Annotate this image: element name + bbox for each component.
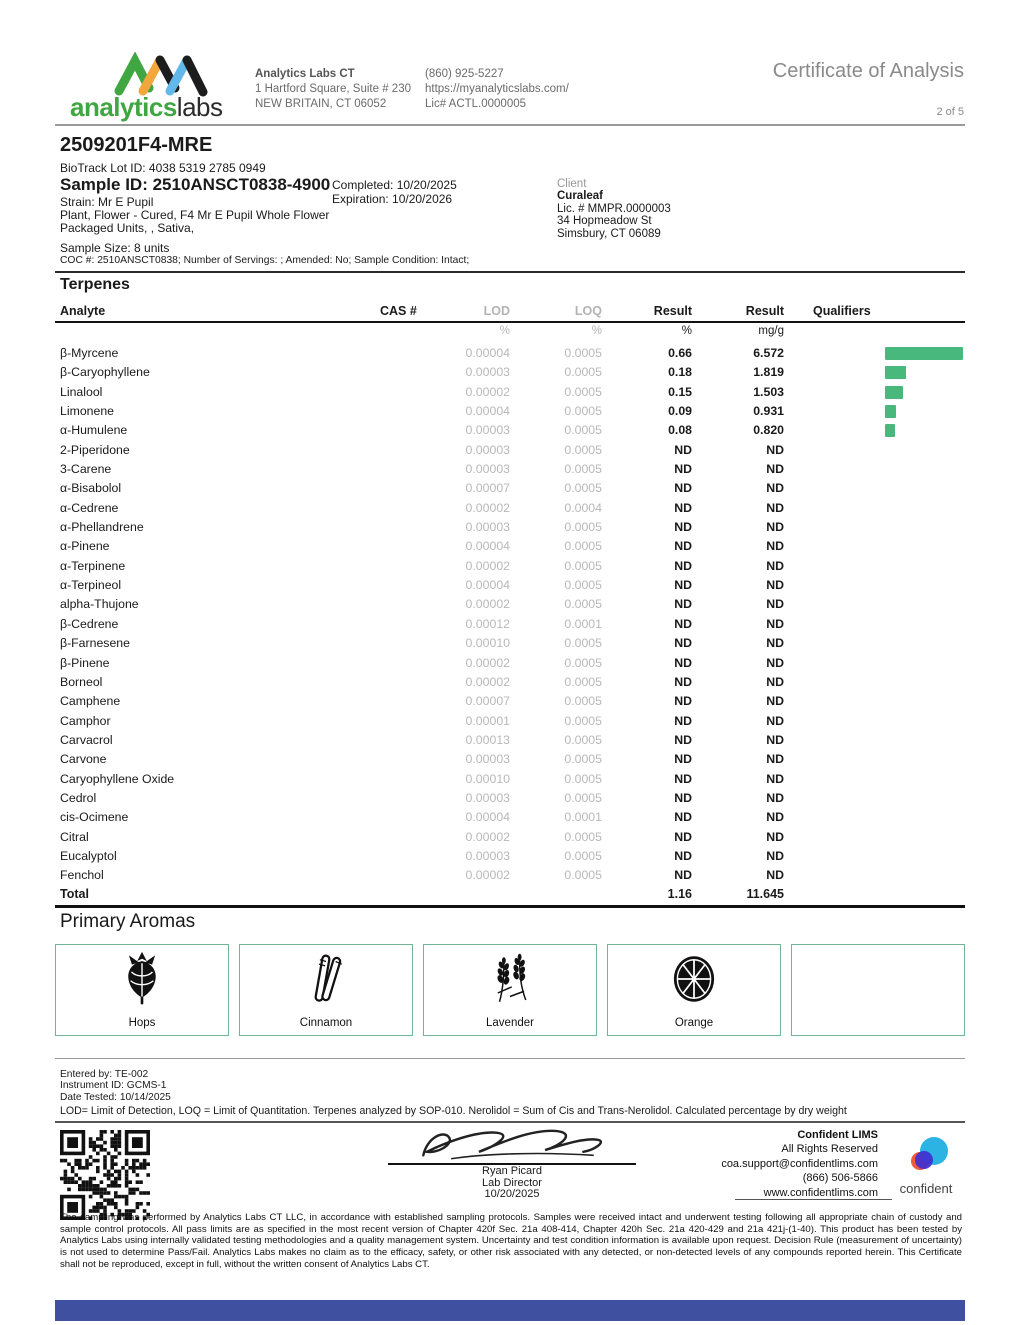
signer-title: Lab Director (482, 1176, 542, 1189)
client-label: Client (557, 178, 587, 190)
table-row: Linalool 0.00002 0.0005 0.15 1.503 (60, 384, 784, 399)
aroma-box (423, 944, 597, 1036)
header-divider (55, 124, 965, 126)
strain: Strain: Mr E Pupil (60, 195, 154, 209)
col-result-mgg: Result (745, 304, 784, 318)
result-bar (885, 424, 895, 437)
lims-phone: (866) 506-5866 (802, 1172, 878, 1185)
logo-analytics: analytics (70, 92, 177, 122)
instrument-id: Instrument ID: GCMS-1 (60, 1080, 167, 1092)
aromas-section-title: Primary Aromas (60, 911, 196, 932)
table-row: Carvone 0.00003 0.0005 ND ND (60, 752, 784, 767)
footer-notes (60, 1069, 962, 1118)
table-row: Citral 0.00002 0.0005 ND ND (60, 829, 784, 844)
aroma-label: Orange (674, 1017, 714, 1029)
table-row: β-Cedrene 0.00012 0.0001 ND ND (60, 616, 784, 631)
table-row: Caryophyllene Oxide 0.00010 0.0005 ND ND (60, 771, 784, 786)
aroma-boxes (55, 944, 965, 1036)
lab-address-block (255, 67, 425, 112)
aroma-label: Lavender (486, 1017, 534, 1029)
expiration-date: Expiration: 10/20/2026 (332, 192, 453, 206)
sample-packaging: Packaged Units, , Sativa, (60, 221, 195, 235)
aroma-label: Hops (128, 1017, 156, 1029)
sample-description: Plant, Flower - Cured, F4 Mr E Pupil Whole Flower (60, 208, 330, 222)
client-block (557, 178, 671, 240)
table-row: 3-Carene 0.00003 0.0005 ND ND (60, 462, 784, 477)
lod-note: LOD= Limit of Detection, LOQ = Limit of Quantitation. Terpenes analyzed by SOP-010. Nerolidol = Sum of Cis and Trans-Nerolidol. Calculated percentage by dry weight (60, 1105, 847, 1118)
table-row: β-Caryophyllene 0.00003 0.0005 0.18 1.819 (60, 365, 784, 380)
total-pct: 1.16 (667, 887, 692, 901)
aroma-box (791, 944, 965, 1036)
table-row: Camphene 0.00007 0.0005 ND ND (60, 694, 784, 709)
entered-by: Entered by: TE-002 (60, 1069, 149, 1080)
signature-divider (55, 1121, 965, 1123)
lab-website: https://myanalyticslabs.com/ (425, 83, 569, 95)
qr-code-icon (60, 1130, 150, 1220)
terpenes-section-title: Terpenes (60, 276, 130, 293)
table-row: α-Cedrene 0.00002 0.0004 ND ND (60, 500, 784, 515)
aroma-box (55, 944, 229, 1036)
table-row: β-Farnesene 0.00010 0.0005 ND ND (60, 636, 784, 651)
signer-block (388, 1166, 636, 1201)
signature-icon (398, 1124, 626, 1164)
completed-date: Completed: 10/20/2025 (332, 178, 457, 192)
sign-date: 10/20/2025 (484, 1188, 540, 1200)
lab-address2: NEW BRITAIN, CT 06052 (255, 98, 387, 110)
total-mgg: 11.645 (746, 887, 784, 901)
col-lod: LOD (483, 304, 510, 318)
result-bar (885, 347, 963, 360)
table-row: 2-Piperidone 0.00003 0.0005 ND ND (60, 442, 784, 457)
terpenes-top-rule (55, 271, 965, 273)
col-cas: CAS # (380, 304, 417, 318)
terpenes-units-row (60, 325, 965, 337)
lab-license: Lic# ACTL.0000005 (425, 98, 527, 110)
notes-divider (55, 1058, 965, 1059)
lims-name: Confident LIMS (797, 1129, 878, 1141)
confident-logo-icon (898, 1136, 954, 1176)
table-row: α-Humulene 0.00003 0.0005 0.08 0.820 (60, 423, 784, 438)
page-number: 2 of 5 (936, 106, 964, 118)
sample-size: Sample Size: 8 units (60, 241, 170, 255)
biotrack-lot-id: BioTrack Lot ID: 4038 5319 2785 0949 (60, 161, 266, 175)
footer-color-bar (55, 1300, 965, 1321)
table-row: β-Pinene 0.00002 0.0005 ND ND (60, 655, 784, 670)
total-label: Total (60, 887, 89, 901)
col-analyte: Analyte (60, 304, 106, 318)
terpene-bar-chart (885, 347, 965, 444)
terpene-rows (60, 344, 965, 886)
disclaimer-text: The sampling was performed by Analytics Labs CT LLC, in accordance with established sampling protocols. Samples were received intact and underwent testing following all appropriate chain of custody and sample control protocols. All pass limits are as specified in the most recent version of Chapter 420f Sec. 21a 408-414, Chapter 420h Sec. 21a 420-429 and 21a 421j-(1-40). This product has been tested by Analytics Labs using internally validated testing methodologies and a quality management system. Uncertainty and test condition information is available upon request. Decision Rule (measurement of uncertainty) is not used to determine Pass/Fail. Analytics Labs makes no claim as to the efficacy, safety, or other risk associated with any detected, or non-detected levels of any compounds reported herein. This Certificate shall not be reproduced, except in full, without the written consent of Analytics Labs CT. (60, 1212, 962, 1270)
aroma-label: Cinnamon (299, 1017, 353, 1029)
table-row: α-Terpineol 0.00004 0.0005 ND ND (60, 578, 784, 593)
table-row: Fenchol 0.00002 0.0005 ND ND (60, 868, 784, 883)
client-address2: Simsbury, CT 06089 (557, 227, 661, 240)
table-row: Limonene 0.00004 0.0005 0.09 0.931 (60, 404, 784, 419)
table-header-rule (55, 321, 965, 323)
lab-contact-block (425, 67, 605, 112)
signer-name: Ryan Picard (482, 1165, 542, 1177)
table-row: Carvacrol 0.00013 0.0005 ND ND (60, 732, 784, 747)
lims-website: www.confidentlims.com (763, 1186, 878, 1199)
result-bar (885, 386, 903, 399)
table-row: α-Pinene 0.00004 0.0005 ND ND (60, 539, 784, 554)
lims-email: coa.support@confidentlims.com (721, 1157, 878, 1170)
table-bottom-rule (55, 905, 965, 908)
table-row: β-Myrcene 0.00004 0.0005 0.66 6.572 (60, 346, 784, 360)
table-row: Cedrol 0.00003 0.0005 ND ND (60, 790, 784, 805)
terpenes-table-header (60, 304, 965, 318)
document-title: Certificate of Analysis (772, 60, 964, 82)
confident-brand: confident (899, 1181, 953, 1196)
col-loq: LOQ (574, 304, 602, 318)
result-bar (885, 366, 906, 379)
lab-address1: 1 Hartford Square, Suite # 230 (255, 83, 411, 95)
table-row: alpha-Thujone 0.00002 0.0005 ND ND (60, 597, 784, 612)
date-tested: Date Tested: 10/14/2025 (60, 1091, 171, 1103)
col-qualifiers: Qualifiers (813, 304, 871, 318)
unit-result-pct: % (681, 325, 692, 337)
client-address1: 34 Hopmeadow St (557, 215, 652, 227)
logo-labs: labs (176, 92, 223, 122)
unit-result-mgg: mg/g (758, 325, 784, 337)
client-name: Curaleaf (557, 190, 604, 202)
unit-loq: % (591, 325, 602, 337)
confident-logo (893, 1136, 959, 1198)
lims-block (638, 1128, 878, 1200)
lims-rights: All Rights Reserved (781, 1143, 878, 1156)
table-row: cis-Ocimene 0.00004 0.0001 ND ND (60, 810, 784, 825)
result-bar (885, 405, 896, 418)
unit-lod: % (499, 325, 510, 337)
table-row: α-Bisabolol 0.00007 0.0005 ND ND (60, 481, 784, 496)
lab-phone: (860) 925-5227 (425, 68, 504, 80)
terpenes-total-row (60, 885, 965, 904)
lab-name: Analytics Labs CT (255, 68, 355, 80)
aroma-box (239, 944, 413, 1036)
sample-id: Sample ID: 2510ANSCT0838-4900 (60, 175, 331, 194)
table-row: α-Phellandrene 0.00003 0.0005 ND ND (60, 520, 784, 535)
analytics-labs-logo-text (70, 92, 223, 123)
table-row: Camphor 0.00001 0.0005 ND ND (60, 713, 784, 728)
client-license: Lic. # MMPR.0000003 (557, 202, 671, 215)
table-row: Eucalyptol 0.00003 0.0005 ND ND (60, 848, 784, 863)
sample-title: 2509201F4-MRE (60, 134, 213, 156)
lims-divider (735, 1199, 892, 1200)
aroma-box (607, 944, 781, 1036)
table-row: Borneol 0.00002 0.0005 ND ND (60, 674, 784, 689)
table-row: α-Terpinene 0.00002 0.0005 ND ND (60, 558, 784, 573)
coc-line: COC #: 2510ANSCT0838; Number of Servings: ; Amended: No; Sample Condition: Intact; (60, 255, 470, 266)
col-result-pct: Result (653, 304, 692, 318)
